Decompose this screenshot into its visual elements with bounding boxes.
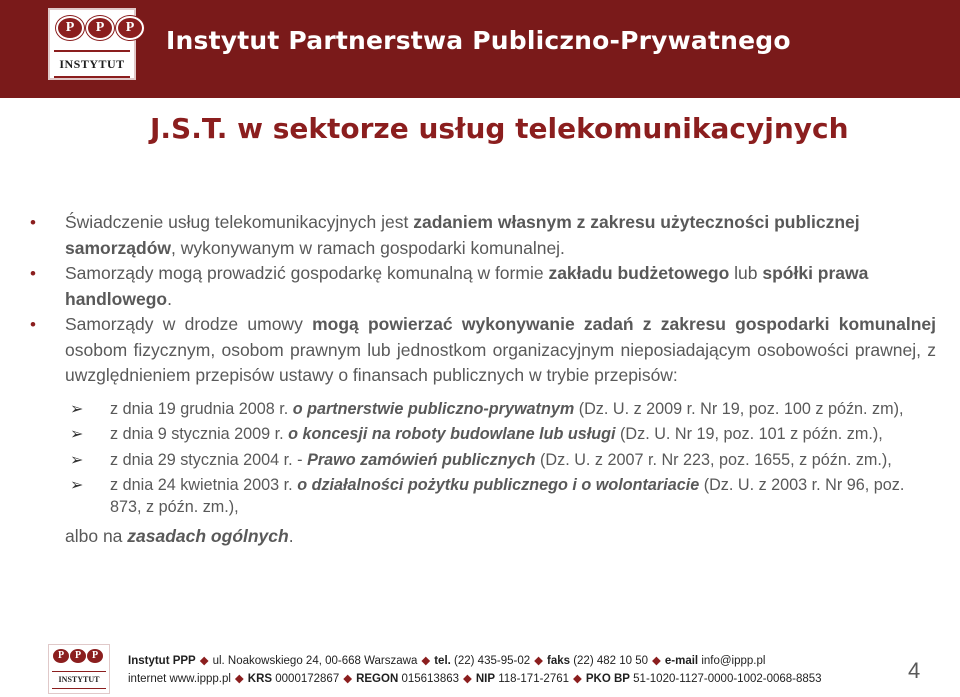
diamond-separator-icon: ◆ [652, 655, 661, 667]
diamond-separator-icon: ◆ [234, 673, 244, 685]
arrow-bullet-icon: ➢ [70, 477, 84, 494]
bullet-dot-icon: • [30, 315, 36, 334]
arrow-bullet-icon: ➢ [70, 400, 84, 418]
logo-letter: P [53, 649, 69, 663]
bullet-dot-icon: • [30, 213, 36, 232]
diamond-separator-icon: ◆ [573, 673, 582, 685]
logo-letter: P [116, 16, 144, 40]
logo-letter: P [86, 16, 114, 40]
slide-title: J.S.T. w sektorze usług telekomunikacyjnych [150, 112, 849, 145]
diamond-separator-icon: ◆ [421, 655, 431, 667]
page-number: 4 [908, 658, 921, 683]
ippp-logo [48, 8, 136, 80]
arrow-bullet-icon: ➢ [70, 426, 84, 443]
header-bar [0, 0, 960, 98]
legal-act-item: ➢ z dnia 24 kwietnia 2003 r. o działalności pożytku publicznego i o wolontariacie (Dz. U. z 2003 r. Nr 96, poz. 873, z późn. zm.), [70, 476, 905, 516]
closing-line: albo na zasadach ogólnych. [65, 526, 294, 546]
bullet-item: • Samorządy mogą prowadzić gospodarkę komunalną w formie zakładu budżetowego lub spółki prawa handlowego. [30, 263, 869, 309]
legal-act-item: ➢ z dnia 19 grudnia 2008 r. o partnerstwie publiczno-prywatnym (Dz. U. z 2009 r. Nr 19, poz. 100 z późn. zm), [110, 399, 936, 421]
bullet-item: • Samorządy w drodze umowy mogą powierzać wykonywanie zadań z zakresu gospodarki komunalnej osobom fizycznym, osobom prawnym lub jednostkom organizacyjnym nieposiadającym osobowości prawnej, z uwzględnieniem przepisów ustawy o finansach publicznych w trybie przepisów: [30, 314, 936, 385]
legal-act-item: ➢ z dnia 9 stycznia 2009 r. o koncesji na roboty budowlane lub usługi (Dz. U. Nr 19, poz. 101 z późn. zm.), [110, 424, 936, 446]
bullet-dot-icon: • [30, 264, 36, 283]
logo-letter: P [56, 16, 84, 40]
slide-content [30, 210, 936, 548]
logo-letter: P [70, 649, 86, 663]
logo-letter: P [87, 649, 103, 663]
bullet-item: • Świadczenie usług telekomunikacyjnych jest zadaniem własnym z zakresu użyteczności publicznej samorządów, wykonywanym w ramach gospodarki komunalnej. [30, 212, 860, 258]
diamond-separator-icon: ◆ [463, 673, 472, 685]
diamond-separator-icon: ◆ [343, 673, 353, 685]
diamond-separator-icon: ◆ [199, 655, 209, 667]
legal-acts-list [30, 399, 936, 519]
legal-act-item: ➢ z dnia 29 stycznia 2004 r. - Prawo zamówień publicznych (Dz. U. z 2007 r. Nr 223, poz. 1655, z późn. zm.), [110, 450, 936, 472]
logo-subtitle: INSTYTUT [52, 671, 106, 689]
footer-registry-line: internet www.ippp.pl ◆ KRS 0000172867 ◆ REGON 015613863 ◆ NIP 118-171-2761 ◆ PKO BP 51-1020-1127-0000-1002-0068-8853 [128, 673, 822, 685]
footer-contact-line: Instytut PPP ◆ ul. Noakowskiego 24, 00-668 Warszawa ◆ tel. (22) 435-95-02 ◆ faks (22) 482 10 50 ◆ e-mail info@ippp.pl [128, 655, 766, 667]
logo-subtitle: INSTYTUT [54, 50, 130, 78]
header-title: Instytut Partnerstwa Publiczno-Prywatnego [166, 26, 791, 55]
footer-logo [48, 644, 110, 694]
diamond-separator-icon: ◆ [534, 655, 543, 667]
footer [0, 640, 960, 697]
arrow-bullet-icon: ➢ [70, 451, 84, 469]
